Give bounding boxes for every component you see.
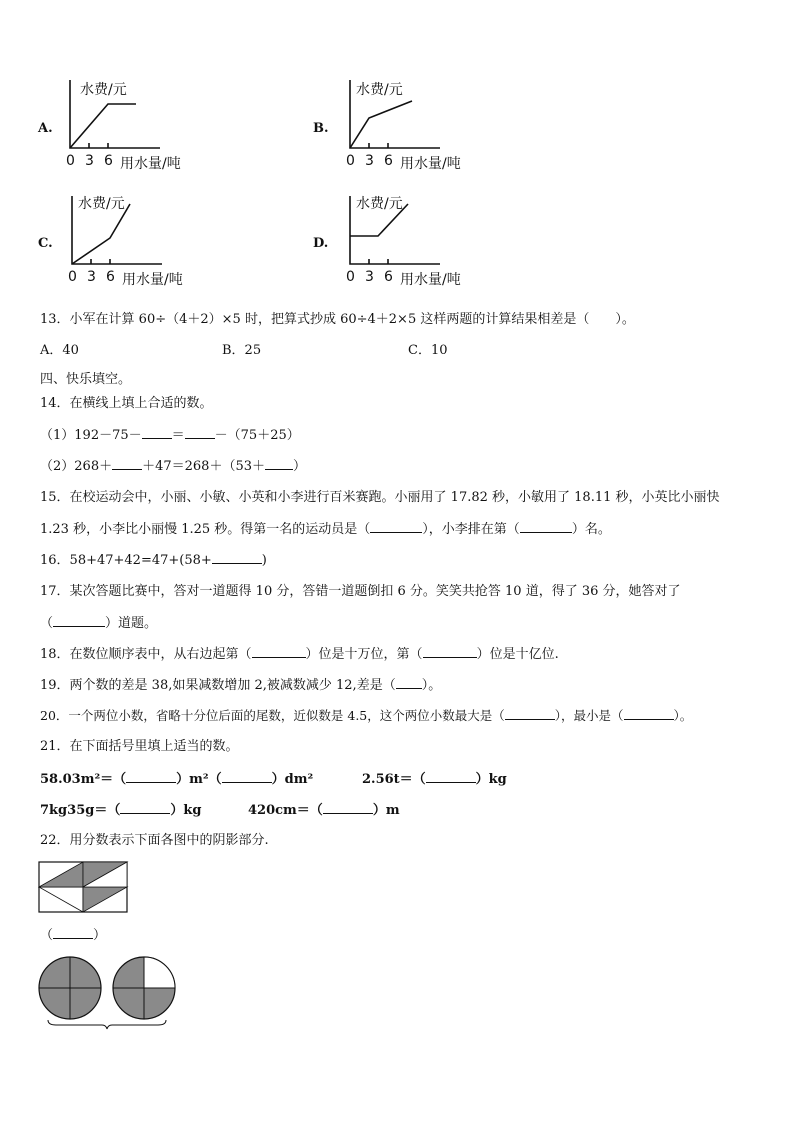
graph-d-tick3: 3	[365, 269, 374, 285]
graph-c-line	[72, 204, 130, 264]
option-b-label: B.	[313, 121, 329, 136]
graph-a-tick3: 3	[85, 153, 94, 169]
question-14: 14．在横线上填上合适的数。	[40, 396, 213, 411]
graph-b-tick3: 3	[365, 153, 374, 169]
q13-option-c: C．10	[408, 343, 448, 358]
graph-a-xlabel: 用水量/吨	[120, 156, 181, 172]
q21-row-1b: 2.56t＝（ ）kg	[362, 772, 507, 787]
graph-d-xlabel: 用水量/吨	[400, 272, 461, 288]
blank[interactable]	[120, 801, 170, 814]
question-15-line-1: 15．在校运动会中，小丽、小敏、小英和小李进行百米赛跑。小丽用了 17.82 秒，小敏用了 18.11 秒，小英比小丽快	[40, 490, 720, 505]
q22-answer-1: （ ）	[40, 928, 107, 943]
question-20: 20．一个两位小数，省略十分位后面的尾数，近似数是 4.5，这个两位小数最大是（ ），最小是（ ）。	[40, 708, 693, 723]
question-19: 19．两个数的差是 38,如果减数增加 2,被减数减少 12,差是（ ）。	[40, 678, 442, 693]
blank[interactable]	[370, 520, 422, 533]
blank[interactable]	[212, 551, 262, 564]
graph-a	[60, 76, 220, 176]
blank[interactable]	[323, 801, 373, 814]
q14-part-1: （1）192－75－ ＝ －（75＋25）	[40, 428, 300, 443]
question-15-line-2: 1.23 秒，小李比小丽慢 1.25 秒。得第一名的运动员是（ ），小李排在第（ ）名。	[40, 522, 611, 537]
question-16: 16．58+47+42=47+(58+ )	[40, 553, 267, 568]
graph-a-ylabel: 水费/元	[80, 82, 127, 98]
blank[interactable]	[53, 614, 105, 627]
blank[interactable]	[126, 770, 176, 783]
brace	[48, 1020, 166, 1029]
q13-option-b: B．25	[222, 343, 262, 358]
shaded-rectangle-figure	[38, 860, 130, 914]
blank[interactable]	[112, 457, 142, 470]
q13-option-a: A．40	[40, 343, 79, 358]
blank[interactable]	[142, 426, 172, 439]
question-22: 22．用分数表示下面各图中的阴影部分.	[40, 833, 269, 848]
graph-d-tick6: 6	[384, 269, 393, 285]
graph-b-line	[350, 101, 412, 148]
graph-d	[340, 192, 500, 292]
question-18: 18．在数位顺序表中，从右边起第（ ）位是十万位，第（ ）位是十亿位.	[40, 647, 559, 662]
blank[interactable]	[222, 770, 272, 783]
blank[interactable]	[426, 770, 476, 783]
question-17-line-1: 17．某次答题比赛中，答对一道题得 10 分，答错一道题倒扣 6 分。笑笑共抢答 10 道，得了 36 分，她答对了	[40, 584, 681, 599]
graph-a-tick6: 6	[104, 153, 113, 169]
graph-c-tick3: 3	[87, 269, 96, 285]
blank[interactable]	[520, 520, 572, 533]
graph-c	[62, 192, 222, 292]
blank[interactable]	[252, 645, 306, 658]
q14-part-2: （2）268＋ ＋47＝268＋（53＋ ）	[40, 459, 307, 474]
q21-row-2b: 420cm＝（ ）m	[248, 803, 400, 818]
graph-b-tick6: 6	[384, 153, 393, 169]
graph-d-tick0: 0	[346, 269, 355, 285]
blank[interactable]	[624, 707, 674, 720]
graph-c-xlabel: 用水量/吨	[122, 272, 183, 288]
graph-c-tick6: 6	[106, 269, 115, 285]
graph-c-tick0: 0	[68, 269, 77, 285]
blank[interactable]	[185, 426, 215, 439]
blank[interactable]	[423, 645, 477, 658]
blank[interactable]	[53, 926, 93, 939]
option-a-label: A.	[38, 121, 53, 136]
option-d-label: D.	[313, 236, 329, 251]
question-13: 13．小军在计算 60÷（4＋2）×5 时，把算式抄成 60÷4＋2×5 这样两题的计算结果相差是（ ）。	[40, 312, 635, 327]
graph-d-ylabel: 水费/元	[356, 196, 403, 212]
graph-c-ylabel: 水费/元	[78, 196, 125, 212]
q21-row-2: 7kg35g＝（ ）kg	[40, 803, 202, 818]
question-17-line-2: （ ）道题。	[40, 616, 158, 631]
q21-row-1: 58.03m²＝（ ）m²（ ）dm²	[40, 772, 314, 787]
blank[interactable]	[396, 676, 422, 689]
graph-b-tick0: 0	[346, 153, 355, 169]
blank[interactable]	[265, 457, 293, 470]
question-21: 21．在下面括号里填上适当的数。	[40, 739, 239, 754]
section-title: 四、快乐填空。	[40, 372, 132, 387]
graph-a-line	[70, 104, 136, 148]
graph-a-tick0: 0	[66, 153, 75, 169]
shaded-circles-figure	[36, 954, 180, 1030]
blank[interactable]	[505, 707, 555, 720]
graph-b-xlabel: 用水量/吨	[400, 156, 461, 172]
graph-b-ylabel: 水费/元	[356, 82, 403, 98]
graph-b	[340, 76, 500, 176]
option-c-label: C.	[38, 236, 53, 251]
